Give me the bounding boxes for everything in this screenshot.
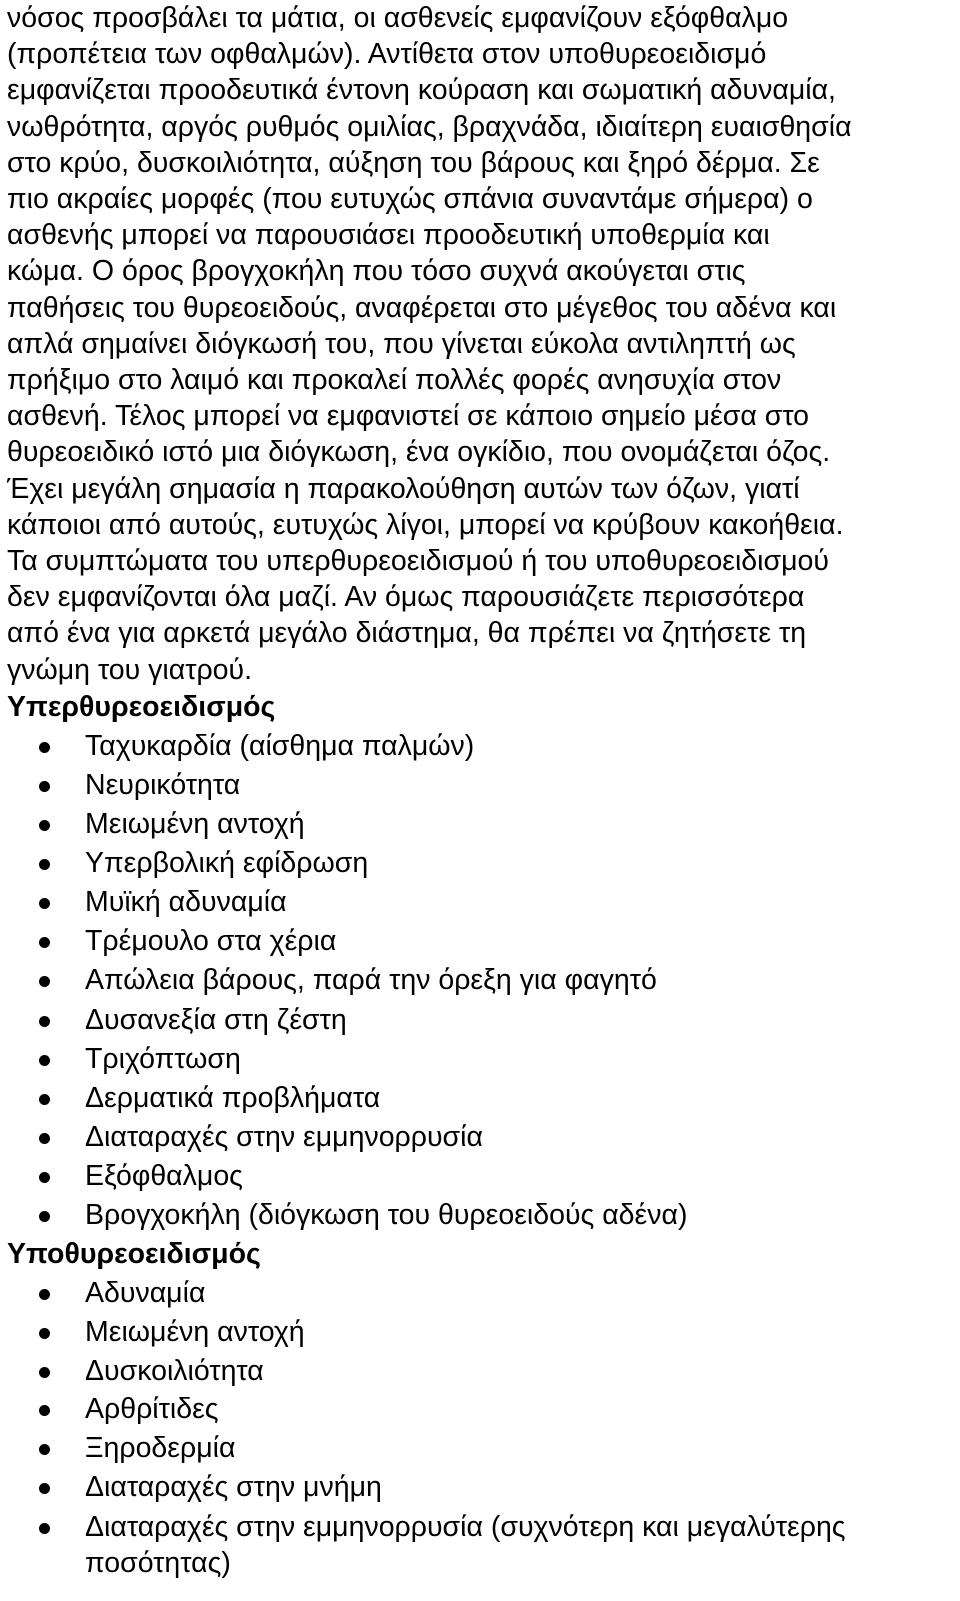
list-item-text: Δερματικά προβλήματα: [85, 1081, 381, 1114]
bullet-icon: [39, 859, 50, 870]
paragraph-line: δεν εμφανίζονται όλα μαζί. Αν όμως παρουσιάζετε περισσότερα: [7, 581, 805, 614]
list-item-text: Τριχόπτωση: [85, 1042, 241, 1075]
list-item-text: Τρέμουλο στα χέρια: [85, 925, 337, 958]
list-item-text: Δυσκοιλιότητα: [85, 1354, 264, 1387]
paragraph-line: απλά σημαίνει διόγκωσή του, που γίνεται εύκολα αντιληπτή ως: [7, 327, 796, 360]
body-paragraph: [7, 0, 947, 688]
paragraph-line: πιο ακραίες μορφές (που ευτυχώς σπάνια συναντάμε σήμερα) ο: [7, 183, 813, 216]
bullet-icon: [39, 1328, 50, 1339]
bullet-icon: [39, 1444, 50, 1455]
list-item-text-continued: ποσότητας): [85, 1546, 231, 1579]
bullet-icon: [39, 1133, 50, 1144]
paragraph-line: κώμα. Ο όρος βρογχοκήλη που τόσο συχνά ακούγεται στις: [7, 255, 746, 288]
list-item-text: Βρογχοκήλη (διόγκωση του θυρεοειδούς αδένα): [85, 1198, 688, 1231]
list-item: [7, 1352, 947, 1391]
paragraph-line: νωθρότητα, αργός ρυθμός ομιλίας, βραχνάδα, ιδιαίτερη ευαισθησία: [7, 110, 852, 143]
bullet-icon: [39, 976, 50, 987]
list-item-text: Διαταραχές στην μνήμη: [85, 1471, 382, 1504]
list-item: [7, 1429, 947, 1468]
hypothyroidism-symptom-list: [7, 1274, 947, 1581]
list-item-text: Μειωμένη αντοχή: [85, 808, 305, 841]
bullet-icon: [39, 1523, 50, 1534]
paragraph-line: στο κρύο, δυσκοιλιότητα, αύξηση του βάρους και ξηρό δέρμα. Σε: [7, 146, 820, 179]
paragraph-line: (προπέτεια των οφθαλμών). Αντίθετα στον υποθυρεοειδισμό: [7, 38, 767, 71]
paragraph-line: κάποιοι από αυτούς, ευτυχώς λίγοι, μπορεί να κρύβουν κακοήθεια.: [7, 508, 844, 541]
bullet-icon: [39, 1211, 50, 1222]
list-item: [7, 1274, 947, 1313]
paragraph-line: ασθενής μπορεί να παρουσιάσει προοδευτική υποθερμία και: [7, 219, 770, 252]
list-item-text: Απώλεια βάρους, παρά την όρεξη για φαγητό: [85, 964, 657, 997]
paragraph-line: Έχει μεγάλη σημασία η παρακολούθηση αυτών των όζων, γιατί: [7, 472, 800, 505]
list-item: [7, 1390, 947, 1429]
list-item: [7, 883, 947, 922]
list-item: [7, 922, 947, 961]
list-item: [7, 961, 947, 1000]
paragraph-line: παθήσεις του θυρεοειδούς, αναφέρεται στο μέγεθος του αδένα και: [7, 291, 837, 324]
list-item: [7, 727, 947, 766]
hyperthyroidism-symptom-list: [7, 727, 947, 1235]
bullet-icon: [39, 937, 50, 948]
paragraph-line: ασθενή. Τέλος μπορεί να εμφανιστεί σε κάποιο σημείο μέσα στο: [7, 400, 810, 433]
bullet-icon: [39, 898, 50, 909]
bullet-icon: [39, 781, 50, 792]
bullet-icon: [39, 742, 50, 753]
list-item: [7, 1001, 947, 1040]
list-item: [7, 1196, 947, 1235]
list-item: [7, 1157, 947, 1196]
bullet-icon: [39, 1405, 50, 1416]
paragraph-line: Τα συμπτώματα του υπερθυρεοειδισμού ή του υποθυρεοειδισμού: [7, 545, 829, 578]
list-item: [7, 766, 947, 805]
hypothyroidism-heading: Υποθυρεοειδισμός: [7, 1238, 261, 1271]
list-item: [7, 1507, 947, 1581]
list-item-text: Διαταραχές στην εμμηνορρυσία: [85, 1120, 483, 1153]
list-item-text: Ξηροδερμία: [85, 1432, 236, 1465]
list-item: [7, 1468, 947, 1507]
bullet-icon: [39, 1367, 50, 1378]
bullet-icon: [39, 1172, 50, 1183]
bullet-icon: [39, 1055, 50, 1066]
list-item-text: Μυϊκή αδυναμία: [85, 886, 287, 919]
paragraph-line: πρήξιμο στο λαιμό και προκαλεί πολλές φορές ανησυχία στον: [7, 364, 782, 397]
bullet-icon: [39, 1016, 50, 1027]
list-item-text: Υπερβολική εφίδρωση: [85, 847, 369, 880]
list-item-text: Διαταραχές στην εμμηνορρυσία (συχνότερη και μεγαλύτερης: [85, 1510, 846, 1543]
paragraph-line: νόσος προσβάλει τα μάτια, οι ασθενείς εμφανίζουν εξόφθαλμο: [7, 2, 789, 34]
list-item-text: Αδυναμία: [85, 1277, 206, 1310]
bullet-icon: [39, 1483, 50, 1494]
list-item: [7, 1118, 947, 1157]
bullet-icon: [39, 820, 50, 831]
list-item: [7, 1313, 947, 1352]
paragraph-line: θυρεοειδικό ιστό μια διόγκωση, ένα ογκίδιο, που ονομάζεται όζος.: [7, 436, 831, 469]
document-page: [7, 0, 947, 1581]
bullet-icon: [39, 1289, 50, 1300]
list-item-text: Δυσανεξία στη ζέστη: [85, 1003, 347, 1036]
bullet-icon: [39, 1094, 50, 1105]
list-item: [7, 1079, 947, 1118]
list-item: [7, 805, 947, 844]
list-item-text: Νευρικότητα: [85, 768, 241, 801]
list-item-text: Ταχυκαρδία (αίσθημα παλμών): [85, 729, 475, 762]
list-item: [7, 844, 947, 883]
list-item-text: Μειωμένη αντοχή: [85, 1315, 305, 1348]
list-item: [7, 1040, 947, 1079]
list-item-text: Εξόφθαλμος: [85, 1159, 243, 1192]
list-item-text: Αρθρίτιδες: [85, 1393, 219, 1426]
paragraph-line: γνώμη του γιατρού.: [7, 653, 253, 686]
paragraph-line: εμφανίζεται προοδευτικά έντονη κούραση και σωματική αδυναμία,: [7, 74, 836, 107]
paragraph-line: από ένα για αρκετά μεγάλο διάστημα, θα πρέπει να ζητήσετε τη: [7, 617, 807, 650]
hyperthyroidism-heading: Υπερθυρεοειδισμός: [7, 690, 276, 723]
